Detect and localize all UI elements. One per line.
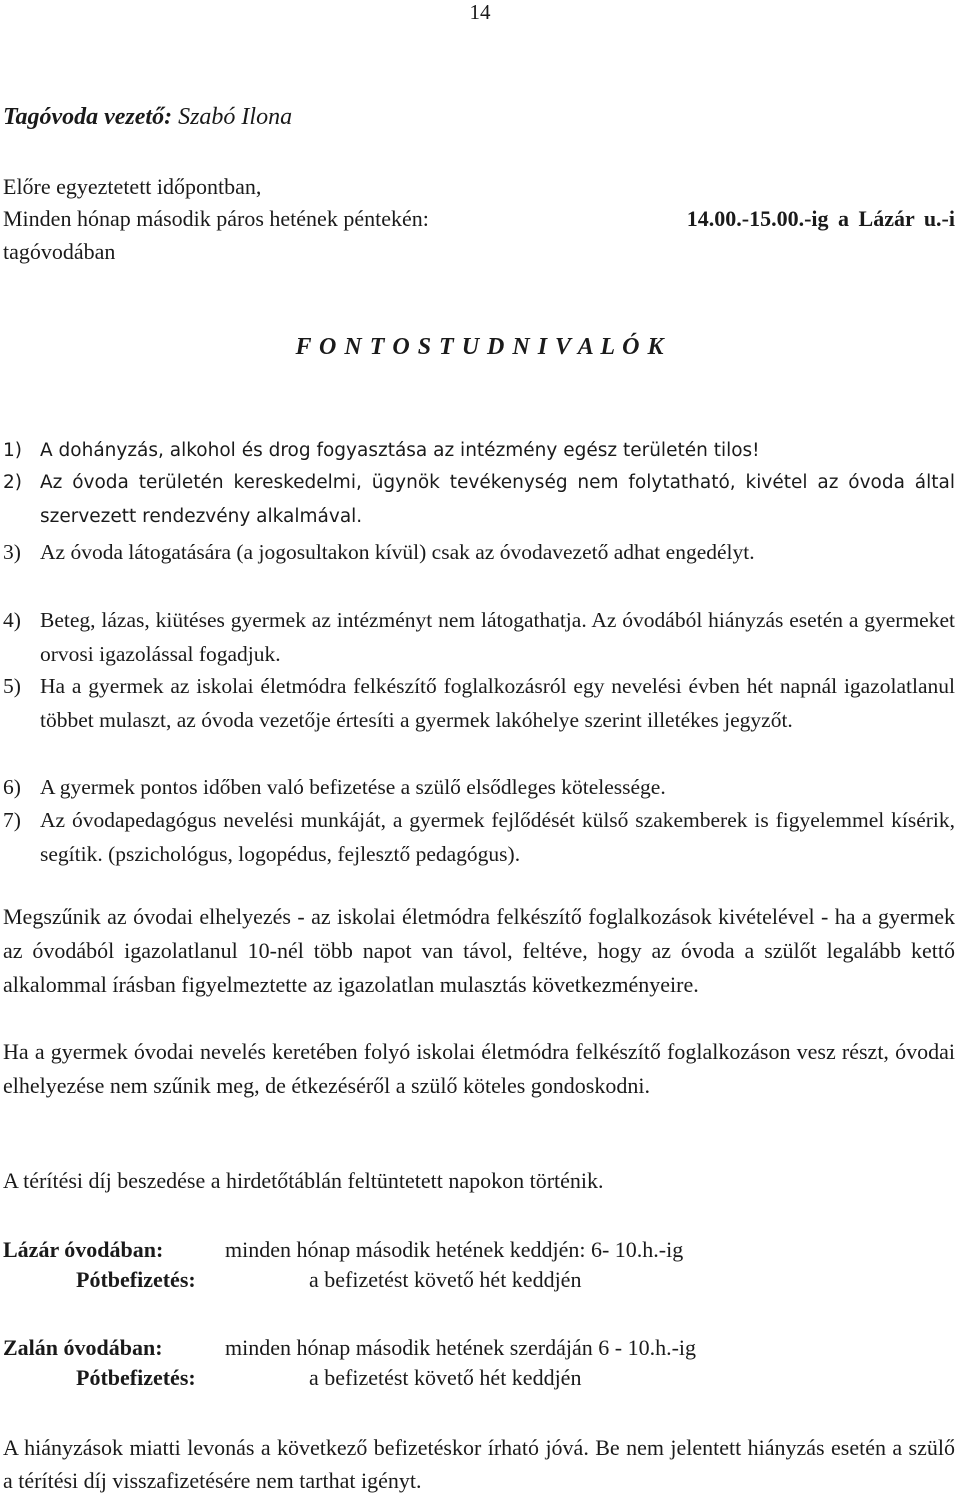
kindergarten-leader-heading: [3, 102, 292, 132]
schedule-line-2: [3, 204, 955, 234]
important-info-title: F O N T O S T U D N I V A L Ó K: [295, 334, 665, 360]
rule-item-5: [3, 669, 955, 737]
lazar-fee-schedule: [3, 1235, 683, 1295]
rule-number: 1): [3, 440, 22, 461]
schedule-line-2-left: Minden hónap második páros hetének péntekén:: [3, 206, 429, 231]
lazar-extra-text: a befizetést követő hét keddjén: [309, 1267, 582, 1292]
rule-item-4: [3, 603, 955, 671]
zalan-fee-schedule: [3, 1333, 696, 1393]
schedule-line-3: tagóvodában: [3, 239, 116, 264]
rule-text: Beteg, lázas, kiütéses gyermek az intézményt nem látogathatja. Az óvodából hiányzás esetén a gyermeket orvosi igazolással fogadjuk.: [40, 608, 955, 666]
rule-item-3: [3, 535, 955, 569]
leader-name: Szabó Ilona: [178, 104, 293, 130]
rule-number: 7): [3, 808, 21, 832]
lazar-schedule: minden hónap második hetének keddjén: 6- 10.h.-ig: [225, 1237, 684, 1262]
lazar-label: Lázár óvodában:: [3, 1237, 164, 1262]
paragraph-school-preparation: Ha a gyermek óvodai nevelés keretében folyó iskolai életmódra felkészítő foglalkozáson vesz részt, óvodai elhelyezése nem szűnik meg, de étkezéséről a szülő köteles gondoskodni.: [3, 1039, 955, 1098]
schedule-line-1: Előre egyeztetett időpontban,: [3, 174, 262, 199]
rule-number: 5): [3, 674, 21, 698]
page-number: 14: [469, 0, 491, 24]
rule-text: Az óvoda látogatására (a jogosultakon kívül) csak az óvodavezető adhat engedélyt.: [40, 540, 755, 564]
fee-collection-note: A térítési díj beszedése a hirdetőtáblán feltüntetett napokon történik.: [3, 1168, 604, 1193]
rule-item-1: [3, 434, 955, 468]
zalan-label: Zalán óvodában:: [3, 1335, 163, 1360]
rule-item-6: [3, 770, 955, 804]
rule-text: Az óvoda területén kereskedelmi, ügynök tevékenység nem folytatható, kivétel az óvoda által szervezett rendezvény alkalmával.: [40, 472, 955, 527]
rule-item-7: [3, 803, 955, 871]
lazar-extra-label: Pótbefizetés:: [76, 1267, 196, 1292]
rule-number: 2): [3, 472, 22, 493]
rule-text: A gyermek pontos időben való befizetése a szülő elsődleges kötelessége.: [40, 775, 666, 799]
paragraph-enrollment-termination: Megszűnik az óvodai elhelyezés - az iskolai életmódra felkészítő foglalkozások kivételével - ha a gyermek az óvodából igazolatlanul 10-nél több napot van távol, feltéve, hogy az óvoda a szülőt legalább kettő alkalommal írásban figyelmeztette az igazolatlan mulasztás következményeire.: [3, 904, 955, 997]
rule-text: Az óvodapedagógus nevelési munkáját, a gyermek fejlődését külső szakemberek is figyelemmel kísérik, segítik. (pszichológus, logopédus, fejlesztő pedagógus).: [40, 808, 955, 866]
rule-number: 3): [3, 540, 21, 564]
rule-text: A dohányzás, alkohol és drog fogyasztása az intézmény egész területén tilos!: [40, 440, 760, 461]
rule-number: 6): [3, 775, 21, 799]
leader-label: Tagóvoda vezető:: [3, 104, 173, 130]
rule-item-2: [3, 466, 955, 534]
closing-paragraph: A hiányzások miatti levonás a következő befizetéskor írható jóvá. Be nem jelentett hiányzás esetén a szülő a térítési díj visszafizetésére nem tarthat igényt.: [3, 1435, 955, 1493]
schedule-line-2-right: 14.00.-15.00.-ig a Lázár u.-i: [686, 206, 955, 231]
zalan-schedule: minden hónap második hetének szerdáján 6 - 10.h.-ig: [225, 1335, 697, 1360]
zalan-extra-text: a befizetést követő hét keddjén: [309, 1365, 582, 1390]
rule-text: Ha a gyermek az iskolai életmódra felkészítő foglalkozásról egy nevelési évben hét napnál igazolatlanul többet mulaszt, az óvoda vezetője értesíti a gyermek lakóhelye szerint illetékes jegyzőt.: [40, 674, 955, 732]
rule-number: 4): [3, 608, 21, 632]
zalan-extra-label: Pótbefizetés:: [76, 1365, 196, 1390]
